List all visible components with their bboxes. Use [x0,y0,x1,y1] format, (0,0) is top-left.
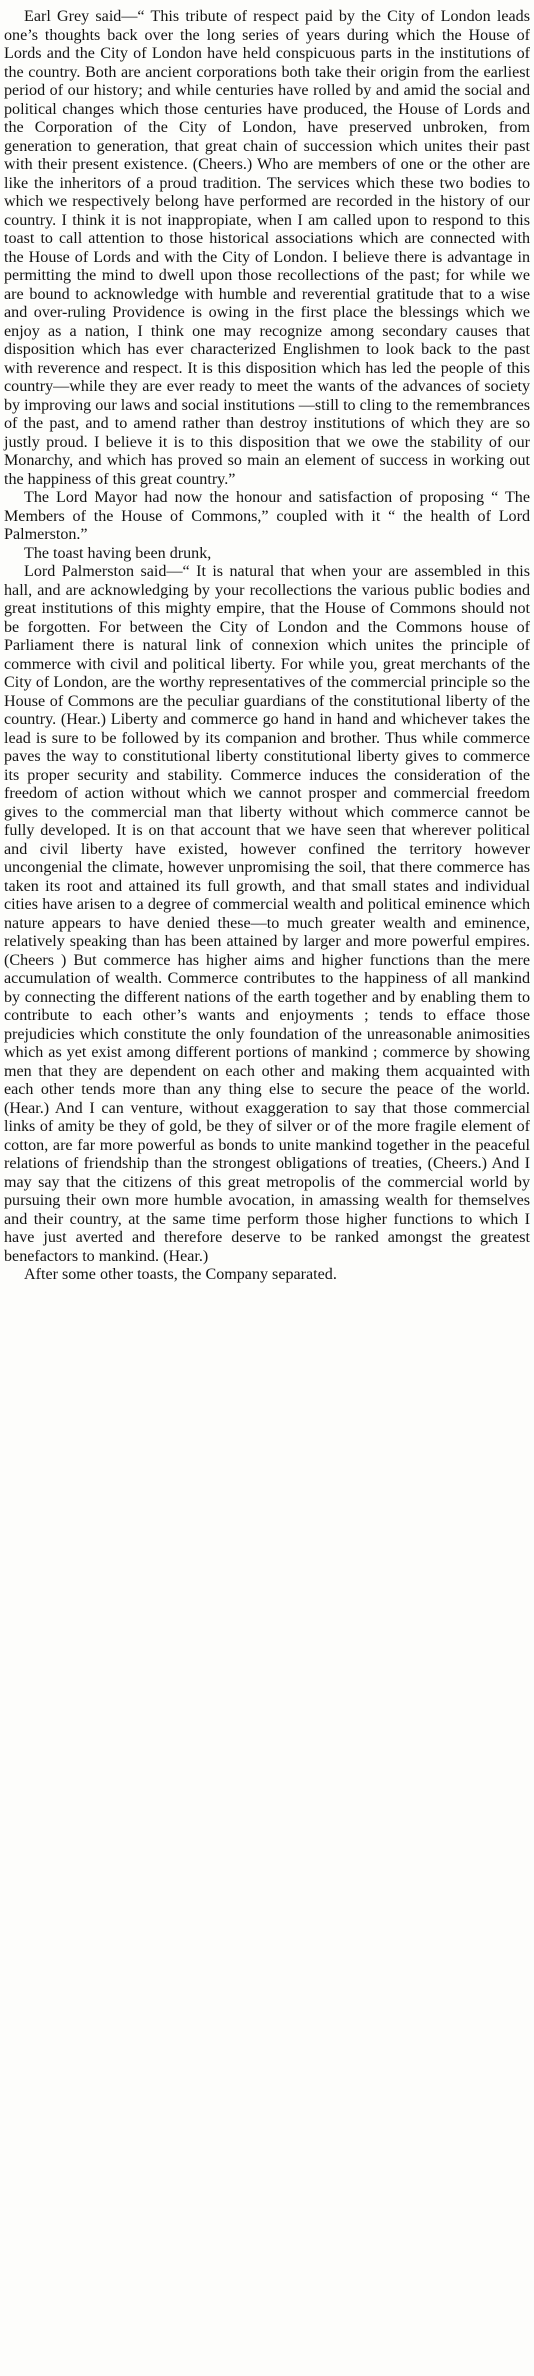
article-column [4,8,530,1285]
lord-palmerston-speech-paragraph: Lord Palmerston said—“ It is natural that when your are assembled in this hall, and are acknowledging by your recollections the various public bodies and great institutions of this mighty empire, that the House of Commons should not be forgotten. For between the City of London and the Commons house of Parliament there is natural link of connexion which unites the principle of commerce with civil and political liberty. For while you, great merchants of the City of London, are the worthy representatives of the commercial principle so the House of Commons are the peculiar guardians of the constitutional liberty of the country. (Hear.) Liberty and commerce go hand in hand and whichever takes the lead is sure to be followed by its companion and brother. Thus while commerce paves the way to constitutional liberty constitutional liberty gives to commerce its proper security and stability. Commerce induces the consideration of the freedom of action without which we cannot prosper and commercial freedom gives to the commercial man that liberty without which commerce cannot be fully developed. It is on that account that we have seen that wherever political and civil liberty have existed, however confined the territory however uncongenial the climate, however unpromising the soil, that there commerce has taken its root and attained its full growth, and that small states and individual cities have arisen to a degree of commercial wealth and political eminence which nature appears to have denied these—to much greater wealth and eminence, relatively speaking than has been attained by larger and more powerful empires. (Cheers ) But commerce has higher aims and higher functions than the mere accumulation of wealth. Commerce contributes to the happiness of all mankind by connecting the different nations of the earth together and by enabling them to contribute to each other’s wants and enjoyments ; tends to efface those prejudicies which constitute the only foundation of the unreasonable animosities which as yet exist among different portions of mankind ; commerce by showing men that they are dependent on each other and making them acquainted with each other tends more than any thing else to secure the peace of the world. (Hear.) And I can venture, without exaggeration to say that those commercial links of amity be they of gold, be they of silver or of the more fragile element of cotton, are far more powerful as bonds to unite mankind together in the peaceful relations of friendship than the strongest obligations of treaties, (Cheers.) And I may say that the citizens of this great metropolis of the commercial world by pursuing their own more humble avocation, in amassing wealth for themselves and their country, at the same time perform those higher functions to which I have just averted and therefore deserve to be ranked amongst the greatest benefactors to mankind. (Hear.) [4,563,530,1265]
closing-paragraph: After some other toasts, the Company separated. [24,1266,337,1283]
lord-mayor-toast-paragraph: The Lord Mayor had now the honour and satisfaction of proposing “ The Members of the House of Commons,” coupled with it “ the health of Lord Palmerston.” [4,489,530,543]
toast-drunk-paragraph: The toast having been drunk, [24,544,212,562]
earl-grey-speech-paragraph: Earl Grey said—“ This tribute of respect paid by the City of London leads one’s thoughts back over the long series of years during which the House of Lords and the City of London have held conspicuous parts in the institutions of the country. Both are ancient corporations both take their origin from the earliest period of our history; and while centuries have rolled by and amid the social and political changes which those centuries have produced, the House of Lords and the Corporation of the City of London, have preserved unbroken, from generation to generation, that great chain of succession which unites their past with their present existence. (Cheers.) Who are members of one or the other are like the inheritors of a proud tradition. The services which these two bodies to which we respectively belong have performed are recorded in the history of our country. I think it is not inappropiate, when I am called upon to respond to this toast to call attention to those historical associations which are connected with the House of Lords and with the City of London. I believe there is advantage in permitting the mind to dwell upon those recollections of the past; for while we are bound to acknowledge with humble and reverential gratitude that to a wise and over-ruling Providence is owing in the first place the blessings which we enjoy as a nation, I think one may recognize among secondary causes that disposition which has ever characterized Englishmen to look back to the past with reverence and respect. It is this disposition which has led the people of this country—while they are ever ready to meet the wants of the advances of society by improving our laws and social institutions —still to cling to the remembrances of the past, and to amend rather than destroy institutions of which they are so justly proud. I believe it is to this disposition that we owe the stability of our Monarchy, and which has proved so main an element of success in working out the happiness of this great country.” [4,8,530,488]
